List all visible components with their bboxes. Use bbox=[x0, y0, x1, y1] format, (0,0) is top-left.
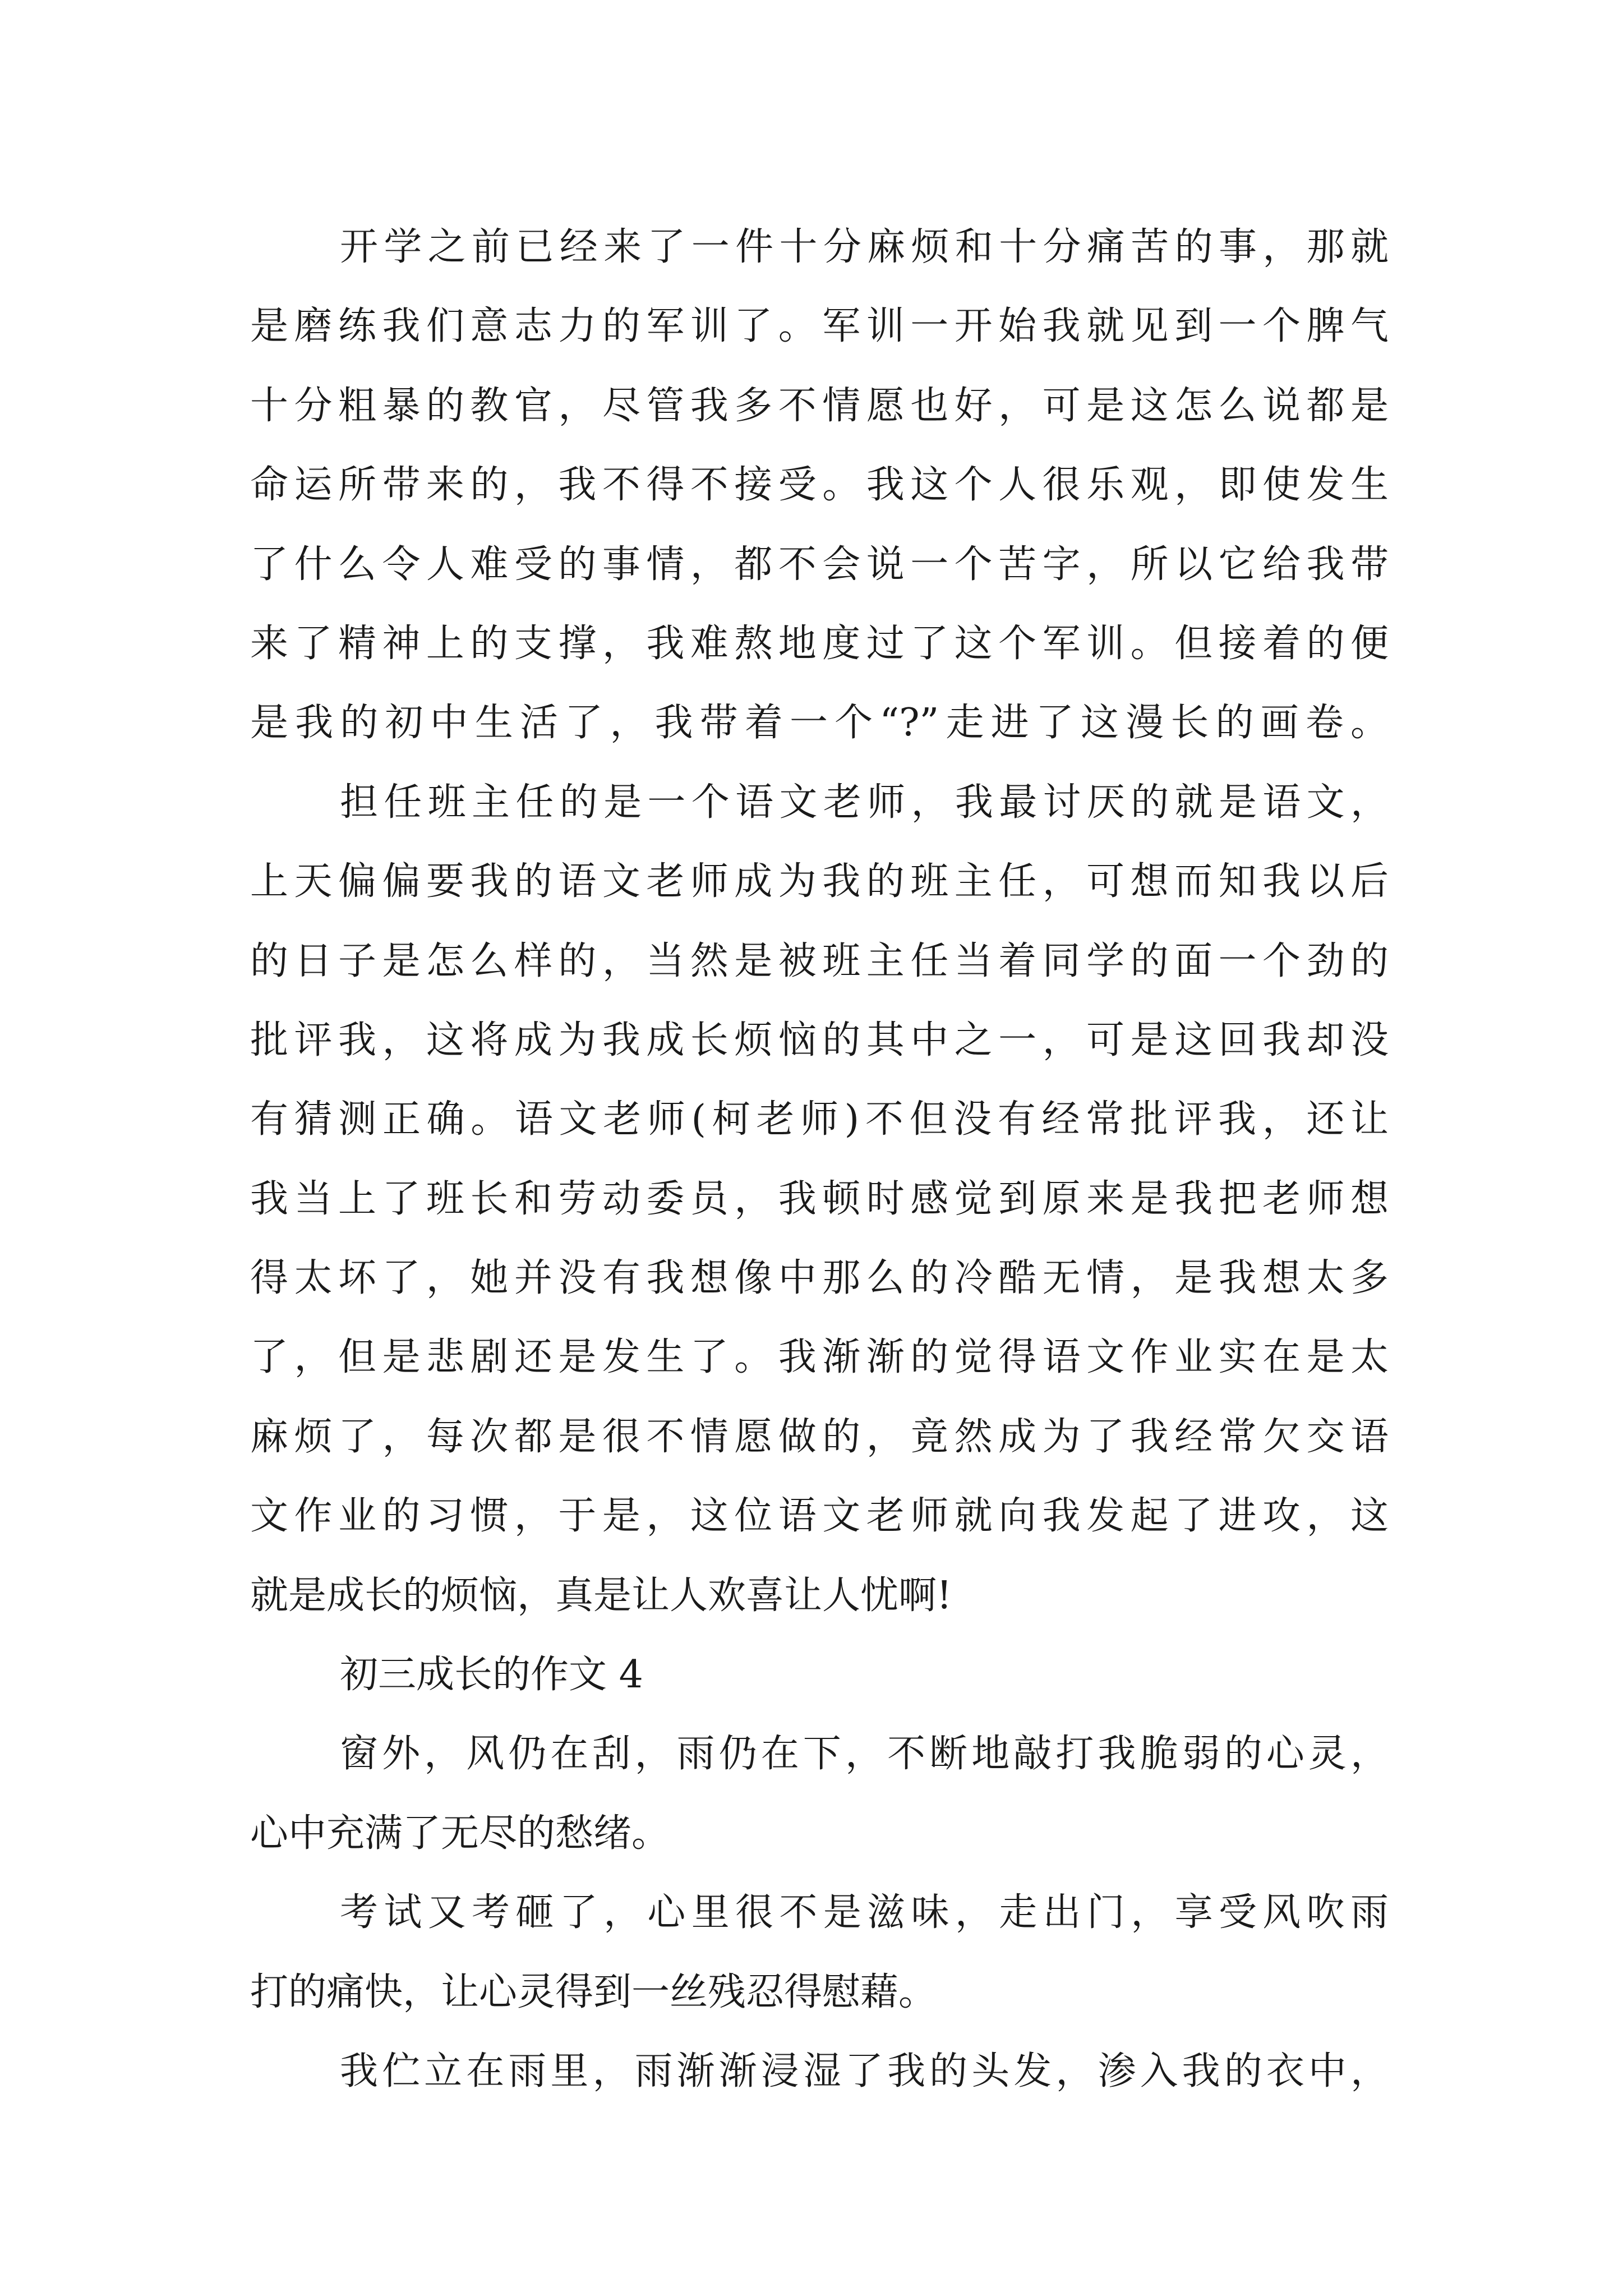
text-line: 是我的初中生活了，我带着一个“?”走进了这漫长的画卷。 bbox=[250, 701, 1389, 746]
section-heading: 初三成长的作文 4 bbox=[340, 1653, 643, 1697]
text-line: 批评我，这将成为我成长烦恼的其中之一，可是这回我却没 bbox=[250, 1018, 1389, 1062]
text-line: 十分粗暴的教官，尽管我多不情愿也好，可是这怎么说都是 bbox=[250, 383, 1389, 428]
text-line: 了什么令人难受的事情，都不会说一个苦字，所以它给我带 bbox=[250, 542, 1389, 587]
text-line: 得太坏了，她并没有我想像中那么的冷酷无情，是我想太多 bbox=[250, 1256, 1389, 1301]
document-body bbox=[250, 208, 1389, 2111]
text-line: 担任班主任的是一个语文老师，我最讨厌的就是语文， bbox=[340, 780, 1389, 825]
text-line: 有猜测正确。语文老师(柯老师)不但没有经常批评我，还让 bbox=[250, 1097, 1389, 1142]
text-line: 开学之前已经来了一件十分麻烦和十分痛苦的事，那就 bbox=[340, 225, 1389, 269]
text-line: 了，但是悲剧还是发生了。我渐渐的觉得语文作业实在是太 bbox=[250, 1335, 1389, 1380]
text-line: 文作业的习惯，于是，这位语文老师就向我发起了进攻，这 bbox=[250, 1494, 1389, 1539]
text-line: 就是成长的烦恼，真是让人欢喜让人忧啊! bbox=[250, 1573, 952, 1618]
text-line: 我当上了班长和劳动委员，我顿时感觉到原来是我把老师想 bbox=[250, 1176, 1389, 1221]
text-line: 我伫立在雨里，雨渐渐浸湿了我的头发，渗入我的衣中， bbox=[340, 2049, 1389, 2093]
text-line: 上天偏偏要我的语文老师成为我的班主任，可想而知我以后 bbox=[250, 859, 1389, 904]
text-line: 命运所带来的，我不得不接受。我这个人很乐观，即使发生 bbox=[250, 463, 1389, 508]
text-line: 的日子是怎么样的，当然是被班主任当着同学的面一个劲的 bbox=[250, 938, 1389, 983]
text-line: 是磨练我们意志力的军训了。军训一开始我就见到一个脾气 bbox=[250, 304, 1389, 349]
text-line: 来了精神上的支撑，我难熬地度过了这个军训。但接着的便 bbox=[250, 621, 1389, 666]
text-line: 麻烦了，每次都是很不情愿做的，竟然成为了我经常欠交语 bbox=[250, 1414, 1389, 1459]
text-line: 窗外，风仍在刮，雨仍在下，不断地敲打我脆弱的心灵， bbox=[340, 1732, 1389, 1777]
text-line: 考试又考砸了，心里很不是滋味，走出门，享受风吹雨 bbox=[340, 1890, 1389, 1935]
text-line: 打的痛快，让心灵得到一丝残忍得慰藉。 bbox=[250, 1970, 937, 2014]
text-line: 心中充满了无尽的愁绪。 bbox=[250, 1811, 670, 1856]
